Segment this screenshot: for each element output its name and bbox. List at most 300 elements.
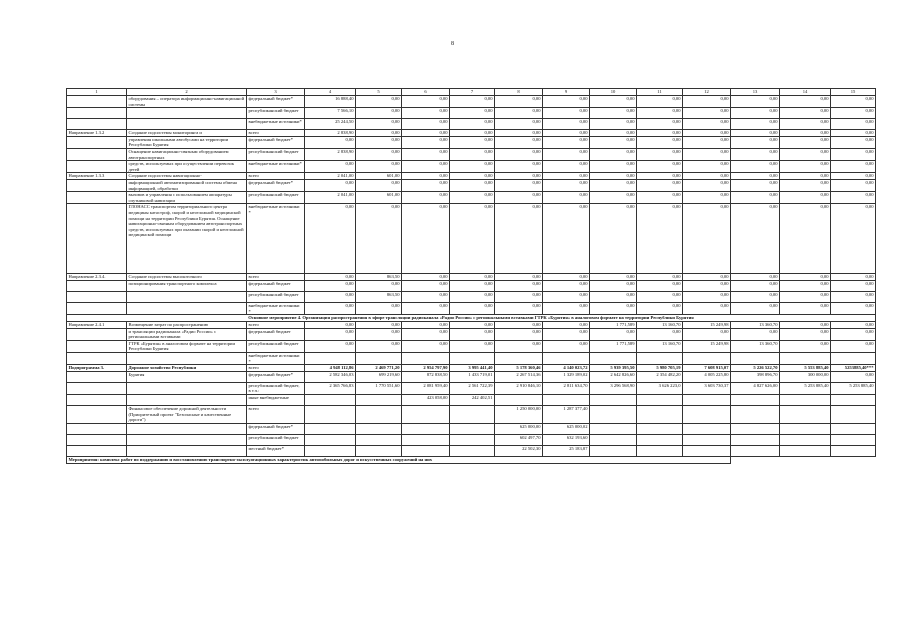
row-description: [127, 302, 247, 314]
value-cell: 0,00: [590, 108, 637, 119]
value-cell: 0,00: [831, 148, 876, 160]
row-code: [67, 434, 127, 445]
value-cell: 0,00: [450, 119, 495, 130]
value-cell: [402, 445, 450, 456]
value-cell: 0,00: [731, 119, 780, 130]
value-cell: 5253885,40***: [831, 365, 876, 372]
value-cell: 242 402,51: [450, 395, 495, 406]
value-cell: 1 771,589: [590, 340, 637, 352]
value-cell: 0,00: [402, 340, 450, 352]
value-cell: 0,00: [780, 274, 831, 281]
row-code: Направление 2.3.4.: [67, 274, 127, 281]
empty-cell: [731, 456, 876, 463]
table-row: [67, 161, 876, 173]
funding-source: всего: [247, 274, 305, 281]
value-cell: 0,00: [683, 96, 731, 108]
table-row: [67, 340, 876, 352]
value-cell: 0,00: [495, 291, 543, 302]
value-cell: 1 329 189,02: [543, 371, 590, 382]
table-row: [67, 353, 876, 365]
value-cell: [731, 445, 780, 456]
value-cell: [356, 353, 402, 365]
value-cell: 0,00: [831, 130, 876, 137]
value-cell: 4 140 023,72: [543, 365, 590, 372]
value-cell: 0,00: [731, 302, 780, 314]
value-cell: [590, 434, 637, 445]
funding-source: республиканский бюджет: [247, 291, 305, 302]
value-cell: 0,00: [780, 291, 831, 302]
value-cell: 0,00: [402, 204, 450, 274]
value-cell: [356, 434, 402, 445]
value-cell: 22 502,30: [495, 445, 543, 456]
value-cell: 0,00: [543, 291, 590, 302]
value-cell: 2 267 514,36: [495, 371, 543, 382]
value-cell: [450, 445, 495, 456]
value-cell: [305, 395, 356, 406]
table-row: [67, 274, 876, 281]
value-cell: [590, 423, 637, 434]
table-row: [67, 445, 876, 456]
funding-source: внебюджетные источники *: [247, 204, 305, 274]
value-cell: [305, 353, 356, 365]
value-cell: 0,00: [402, 302, 450, 314]
value-cell: [590, 445, 637, 456]
funding-source: федеральный бюджет: [247, 328, 305, 340]
table-row: [67, 423, 876, 434]
row-description: Возмещение затрат по распространению: [127, 322, 247, 329]
table-row: [67, 96, 876, 108]
value-cell: 0,00: [402, 328, 450, 340]
value-cell: 0,00: [780, 280, 831, 291]
table-row: [67, 382, 876, 394]
table-row: [67, 173, 876, 180]
column-number: 9: [543, 89, 590, 96]
value-cell: 0,00: [637, 130, 683, 137]
value-cell: 0,00: [305, 340, 356, 352]
value-cell: 2 561 722,39: [450, 382, 495, 394]
value-cell: 0,00: [543, 173, 590, 180]
column-number: 14: [780, 89, 831, 96]
value-cell: 0,00: [637, 148, 683, 160]
value-cell: 0,00: [731, 328, 780, 340]
row-code: [67, 119, 127, 130]
value-cell: 0,00: [450, 291, 495, 302]
value-cell: 0,00: [450, 108, 495, 119]
value-cell: 0,00: [780, 328, 831, 340]
value-cell: 872 838,50: [402, 371, 450, 382]
row-code: [67, 423, 127, 434]
value-cell: 25 244,50: [305, 119, 356, 130]
value-cell: 0,00: [590, 291, 637, 302]
value-cell: 0,00: [637, 173, 683, 180]
row-code: [67, 204, 127, 274]
value-cell: 4 005 225,80: [683, 371, 731, 382]
value-cell: 3 995 441,40: [450, 365, 495, 372]
value-cell: 0,00: [543, 192, 590, 204]
value-cell: 0,00: [450, 96, 495, 108]
value-cell: 0,00: [402, 96, 450, 108]
funding-source: республиканский бюджет, в т.ч.:: [247, 382, 305, 394]
value-cell: 0,00: [305, 161, 356, 173]
value-cell: 0,00: [731, 161, 780, 173]
value-cell: [831, 434, 876, 445]
value-cell: [731, 423, 780, 434]
value-cell: 0,00: [831, 371, 876, 382]
value-cell: 0,00: [637, 204, 683, 274]
column-number: 15: [831, 89, 876, 96]
value-cell: [683, 445, 731, 456]
value-cell: 0,00: [731, 173, 780, 180]
value-cell: 5 253 885,40: [831, 382, 876, 394]
value-cell: 625 000,00: [495, 423, 543, 434]
value-cell: 0,00: [450, 302, 495, 314]
value-cell: 0,00: [543, 119, 590, 130]
value-cell: 0,00: [780, 302, 831, 314]
value-cell: 0,00: [495, 340, 543, 352]
value-cell: 0,00: [831, 161, 876, 173]
value-cell: [831, 406, 876, 424]
value-cell: [780, 353, 831, 365]
value-cell: [637, 353, 683, 365]
value-cell: [831, 423, 876, 434]
value-cell: 0,00: [305, 302, 356, 314]
table-row: [67, 136, 876, 148]
value-cell: 0,00: [402, 136, 450, 148]
value-cell: 2 041,00: [305, 173, 356, 180]
value-cell: 0,00: [495, 322, 543, 329]
row-code: Направление 1.3.3: [67, 173, 127, 180]
row-description: ГТРК «Бурятия» в аналоговом формате на территории Республики Бурятия: [127, 340, 247, 352]
value-cell: 7 566,10: [305, 108, 356, 119]
value-cell: 0,00: [402, 119, 450, 130]
value-cell: 13 360,70: [731, 322, 780, 329]
value-cell: 0,00: [731, 130, 780, 137]
value-cell: 0,00: [831, 302, 876, 314]
value-cell: 5 553 885,40: [780, 365, 831, 372]
funding-source: внебюджетные источники *: [247, 302, 305, 314]
value-cell: [402, 434, 450, 445]
row-code: [67, 179, 127, 191]
value-cell: 0,00: [543, 302, 590, 314]
value-cell: 0,00: [356, 148, 402, 160]
value-cell: 0,00: [683, 161, 731, 173]
funding-source: внебюджетные источники*: [247, 161, 305, 173]
value-cell: 0,00: [831, 192, 876, 204]
value-cell: 0,00: [402, 280, 450, 291]
funding-source: федеральный бюджет*: [247, 96, 305, 108]
value-cell: 2 838,90: [305, 148, 356, 160]
value-cell: [683, 395, 731, 406]
value-cell: 1 250 000,00: [495, 406, 543, 424]
row-description: Бурятия: [127, 371, 247, 382]
value-cell: 0,00: [590, 130, 637, 137]
value-cell: 602 497,70: [495, 434, 543, 445]
table-row: [67, 130, 876, 137]
value-cell: 2 910 846,10: [495, 382, 543, 394]
value-cell: 0,00: [356, 96, 402, 108]
value-cell: 0,00: [683, 179, 731, 191]
funding-source: федеральный бюджет*: [247, 136, 305, 148]
value-cell: [683, 434, 731, 445]
value-cell: [402, 353, 450, 365]
row-description: Создание подсистемы высокоточного: [127, 274, 247, 281]
value-cell: [402, 423, 450, 434]
value-cell: 2 838,90: [305, 130, 356, 137]
table-row: [67, 108, 876, 119]
value-cell: 0,00: [780, 130, 831, 137]
value-cell: 0,00: [831, 291, 876, 302]
row-description: [127, 108, 247, 119]
row-description: [127, 382, 247, 394]
value-cell: [637, 423, 683, 434]
value-cell: 0,00: [402, 192, 450, 204]
funding-source: всего: [247, 322, 305, 329]
value-cell: 300 000,00: [780, 371, 831, 382]
row-code: [67, 291, 127, 302]
value-cell: 0,00: [683, 192, 731, 204]
column-number: 11: [637, 89, 683, 96]
value-cell: 423 058,00: [402, 395, 450, 406]
column-number: 2: [127, 89, 247, 96]
table-body: [67, 89, 876, 464]
value-cell: 0,00: [637, 136, 683, 148]
value-cell: 0,00: [543, 322, 590, 329]
value-cell: [450, 353, 495, 365]
table-row: [67, 179, 876, 191]
budget-table: [66, 88, 876, 464]
table-row: [67, 406, 876, 424]
value-cell: 0,00: [495, 302, 543, 314]
value-cell: 0,00: [637, 280, 683, 291]
funding-source: республиканский бюджет: [247, 434, 305, 445]
row-description: вызовов и управления с использованием аппаратуры спутниковой навигации: [127, 192, 247, 204]
value-cell: 0,00: [495, 204, 543, 274]
value-cell: 0,00: [683, 173, 731, 180]
value-cell: 0,00: [450, 173, 495, 180]
row-description: и трансляции радиоканала «Радио России» с региональными вставками: [127, 328, 247, 340]
value-cell: [731, 395, 780, 406]
value-cell: 0,00: [356, 108, 402, 119]
value-cell: 0,00: [356, 136, 402, 148]
funding-source: всего: [247, 406, 305, 424]
value-cell: 0,00: [543, 328, 590, 340]
value-cell: 4 948 112,86: [305, 365, 356, 372]
value-cell: 0,00: [305, 291, 356, 302]
value-cell: 2 642 826,60: [590, 371, 637, 382]
value-cell: 5 980 705,19: [637, 365, 683, 372]
row-code: [67, 192, 127, 204]
value-cell: 0,00: [590, 179, 637, 191]
value-cell: 0,00: [637, 161, 683, 173]
value-cell: 863,50: [356, 291, 402, 302]
value-cell: 0,00: [590, 302, 637, 314]
row-description: позиционирования транспортного комплекса: [127, 280, 247, 291]
value-cell: 0,00: [731, 291, 780, 302]
value-cell: 0,00: [637, 96, 683, 108]
value-cell: 0,00: [731, 192, 780, 204]
value-cell: 0,00: [450, 136, 495, 148]
row-description: Дорожное хозяйство Республики: [127, 365, 247, 372]
row-code: [67, 371, 127, 382]
value-cell: 0,00: [495, 274, 543, 281]
funding-source: иные внебюджетные: [247, 395, 305, 406]
value-cell: [637, 434, 683, 445]
value-cell: 16 888,40: [305, 96, 356, 108]
value-cell: 0,00: [356, 302, 402, 314]
table-row: [67, 395, 876, 406]
value-cell: 0,00: [637, 179, 683, 191]
row-description: [127, 119, 247, 130]
row-code: Подпрограмма 3.: [67, 365, 127, 372]
row-code: [67, 136, 127, 148]
row-code: [67, 96, 127, 108]
value-cell: 0,00: [402, 161, 450, 173]
value-cell: 0,00: [495, 192, 543, 204]
value-cell: [495, 395, 543, 406]
value-cell: 625 000,02: [543, 423, 590, 434]
value-cell: 0,00: [637, 108, 683, 119]
column-number: 12: [683, 89, 731, 96]
column-number: 3: [247, 89, 305, 96]
value-cell: 2 365 766,83: [305, 382, 356, 394]
value-cell: 0,00: [590, 119, 637, 130]
footer-note: Мероприятия: комплекс работ по поддержанию и восстановлению транспортно-эксплуатационных характеристик автомобильных дорог и искусственных сооружений на них: [67, 456, 731, 463]
table-row: [67, 280, 876, 291]
row-description: ГЛОНАСС транспортом территориального центра медицины катастроф, скорой и неотложной медицинской помощи на территории Республики Бурятия. Оснащение навигационно-связным оборудованием автотранспортных средств, используемых при оказании скорой и неотложной медицинской помощи: [127, 204, 247, 274]
value-cell: 3 603 730,37: [683, 382, 731, 394]
value-cell: [495, 353, 543, 365]
value-cell: 0,00: [831, 119, 876, 130]
row-description: [127, 434, 247, 445]
value-cell: [683, 406, 731, 424]
value-cell: 0,00: [780, 322, 831, 329]
row-code: [67, 280, 127, 291]
row-code: [67, 395, 127, 406]
value-cell: 0,00: [683, 130, 731, 137]
value-cell: [683, 423, 731, 434]
funding-source: республиканский бюджет: [247, 340, 305, 352]
value-cell: 2 582 346,03: [305, 371, 356, 382]
value-cell: 0,00: [590, 136, 637, 148]
value-cell: 601,00: [356, 173, 402, 180]
column-number: 6: [402, 89, 450, 96]
value-cell: 0,00: [402, 274, 450, 281]
value-cell: 0,00: [450, 179, 495, 191]
value-cell: 15 249,98: [683, 340, 731, 352]
value-cell: 0,00: [590, 328, 637, 340]
row-code: [67, 302, 127, 314]
row-description: оборудования – оператора информационно-навигационной системы: [127, 96, 247, 108]
value-cell: 0,00: [780, 161, 831, 173]
value-cell: 0,00: [356, 204, 402, 274]
table-row: [67, 148, 876, 160]
value-cell: [356, 395, 402, 406]
table-row: [67, 328, 876, 340]
value-cell: 2 469 771,20: [356, 365, 402, 372]
value-cell: 0,00: [683, 291, 731, 302]
row-code: Направление 2.4.1: [67, 322, 127, 329]
value-cell: [637, 445, 683, 456]
value-cell: 0,00: [402, 322, 450, 329]
value-cell: 13 160,70: [637, 322, 683, 329]
value-cell: 0,00: [402, 108, 450, 119]
value-cell: 0,00: [356, 179, 402, 191]
funding-source: всего: [247, 173, 305, 180]
value-cell: [356, 445, 402, 456]
value-cell: [780, 395, 831, 406]
value-cell: 4 827 626,00: [731, 382, 780, 394]
funding-source: внебюджетные источники*: [247, 119, 305, 130]
value-cell: [402, 406, 450, 424]
value-cell: 0,00: [683, 274, 731, 281]
value-cell: 0,00: [543, 148, 590, 160]
value-cell: 0,00: [305, 179, 356, 191]
table-row: [67, 434, 876, 445]
value-cell: [450, 434, 495, 445]
value-cell: 0,00: [356, 280, 402, 291]
value-cell: [780, 434, 831, 445]
funding-source: федеральный бюджет: [247, 280, 305, 291]
value-cell: 0,00: [731, 280, 780, 291]
value-cell: 398 896,70: [731, 371, 780, 382]
value-cell: 0,00: [683, 204, 731, 274]
row-code: [67, 108, 127, 119]
value-cell: 0,00: [450, 328, 495, 340]
value-cell: [780, 445, 831, 456]
column-number: 8: [495, 89, 543, 96]
value-cell: [305, 434, 356, 445]
value-cell: 0,00: [831, 179, 876, 191]
section-title: Основное мероприятие 4. Организация распространения в эфире трансляции радиоканала «Радио России» с региональными вставками ГТРК «Бурятия» в аналоговом формате на территории Республики Бурятия: [67, 315, 876, 322]
table-row: [67, 192, 876, 204]
value-cell: 0,00: [495, 161, 543, 173]
value-cell: 0,00: [543, 136, 590, 148]
value-cell: 0,00: [731, 204, 780, 274]
value-cell: 0,00: [731, 96, 780, 108]
funding-source: всего: [247, 130, 305, 137]
row-description: [127, 353, 247, 365]
value-cell: 0,00: [831, 173, 876, 180]
value-cell: 15 249,98: [683, 322, 731, 329]
value-cell: [356, 406, 402, 424]
value-cell: 0,00: [780, 340, 831, 352]
funding-source: федеральный бюджет*: [247, 423, 305, 434]
row-description: [127, 291, 247, 302]
value-cell: 1 433 719,01: [450, 371, 495, 382]
value-cell: 0,00: [683, 108, 731, 119]
value-cell: 0,00: [731, 136, 780, 148]
value-cell: 0,00: [780, 108, 831, 119]
value-cell: [305, 445, 356, 456]
funding-source: всего: [247, 365, 305, 372]
value-cell: 0,00: [780, 148, 831, 160]
value-cell: 0,00: [590, 173, 637, 180]
value-cell: 0,00: [356, 119, 402, 130]
column-number: 1: [67, 89, 127, 96]
value-cell: 0,00: [543, 204, 590, 274]
value-cell: 0,00: [543, 179, 590, 191]
value-cell: 0,00: [356, 130, 402, 137]
value-cell: [590, 406, 637, 424]
value-cell: 0,00: [731, 148, 780, 160]
value-cell: [731, 353, 780, 365]
value-cell: 0,00: [402, 173, 450, 180]
value-cell: 632 193,60: [543, 434, 590, 445]
value-cell: 0,00: [450, 322, 495, 329]
value-cell: [543, 353, 590, 365]
value-cell: 0,00: [683, 302, 731, 314]
value-cell: 0,00: [356, 340, 402, 352]
